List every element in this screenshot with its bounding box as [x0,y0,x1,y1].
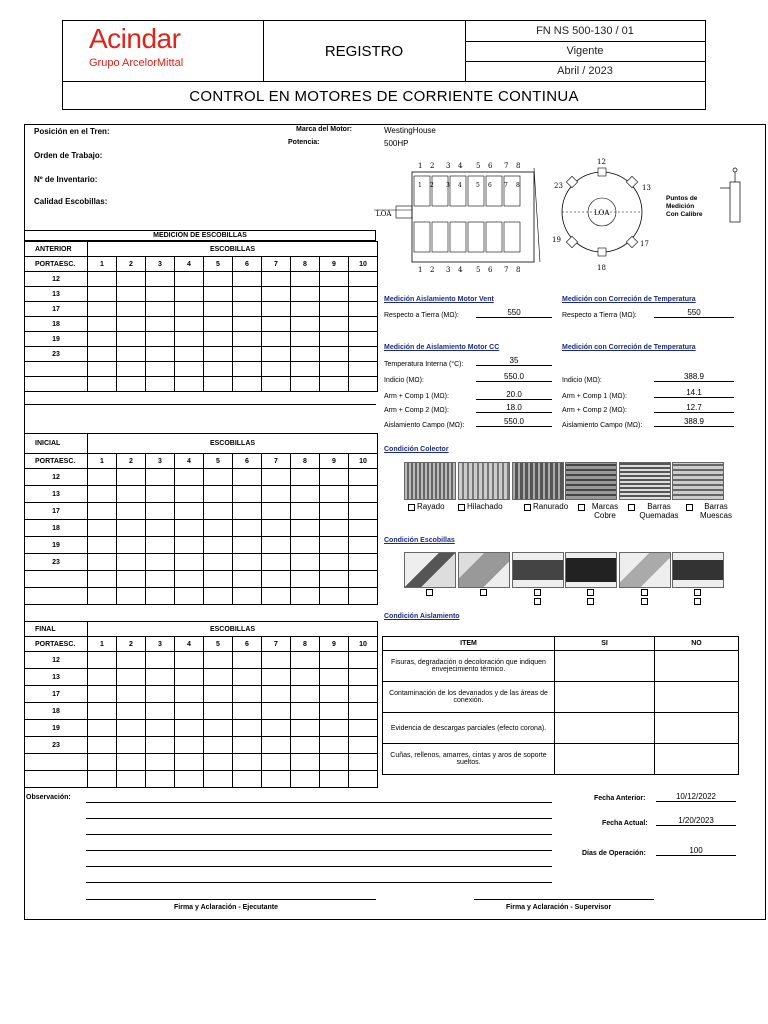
loa-label-left: LOA [376,210,392,218]
dias-label: Días de Operación: [582,850,646,857]
potencia-value[interactable]: 500HP [384,139,409,148]
col-header: 4 [175,454,204,469]
circle-label: 18 [597,264,606,272]
diagram-number: 5 [476,182,480,189]
circle-label: 19 [552,236,561,244]
comp1-value[interactable]: 20.0 [476,390,552,400]
observacion-line[interactable] [86,882,552,883]
indicio-label: Indicio (MΩ): [384,377,424,384]
checkbox-escobilla-5b[interactable] [641,598,648,605]
inventario-label: Nº de Inventario: [34,175,98,184]
logo-sub-text: Grupo ArcelorMittal [89,57,184,69]
document-header [62,20,706,110]
doc-status: Vigente [465,41,705,62]
item-text: Cuñas, rellenos, amarres, cintas y aros de soporte sueltos. [383,744,555,775]
corr2-comp2-label: Arm + Comp 2 (MΩ): [562,407,627,414]
col-header: 3 [146,637,175,652]
observacion-line[interactable] [86,850,552,851]
corr2-indicio-value[interactable]: 388.9 [654,372,734,382]
col-no: NO [655,637,739,651]
table-row [25,588,378,605]
table-row [25,771,378,788]
diagram-number: 7 [504,162,509,170]
col-header: 7 [262,257,291,272]
observacion-line[interactable] [86,866,552,867]
si-cell[interactable] [555,682,655,713]
si-cell[interactable] [555,713,655,744]
aislamiento-cc-title: Medición de Aislamiento Motor CC [384,344,500,351]
escobillas-header: ESCOBILLAS [88,622,378,637]
col-header: 8 [291,257,320,272]
table-row [25,377,378,392]
fecha-actual-label: Fecha Actual: [602,820,648,827]
indicio-value[interactable]: 550.0 [476,372,552,382]
col-header: 5 [204,454,233,469]
section-label: ANTERIOR [25,242,88,257]
observacion-line[interactable] [86,834,552,835]
no-cell[interactable] [655,682,739,713]
checkbox-escobilla-4[interactable] [587,589,594,596]
row-label: 23 [25,554,88,571]
table-row [25,469,378,486]
checkbox-escobilla-6[interactable] [694,589,701,596]
colector-photo-hilachado [458,462,510,500]
circle-label: 17 [640,240,649,248]
col-header: 10 [349,637,378,652]
campo-value[interactable]: 550.0 [476,417,552,427]
escobillas-header: ESCOBILLAS [88,242,378,257]
portaesc-label: PORTAESC. [25,454,88,469]
corr2-comp1-label: Arm + Comp 1 (MΩ): [562,393,627,400]
item-text: Fisuras, degradación o decoloración que indiquen envejecimiento térmico. [383,651,555,682]
row-label: 13 [25,486,88,503]
option-label: Hilachado [467,502,503,511]
no-cell[interactable] [655,713,739,744]
posicion-label: Posición en el Tren: [34,127,110,136]
logo [63,21,264,81]
row-label: 18 [25,703,88,720]
marca-label: Marca del Motor: [296,126,353,133]
doc-code: FN NS 500-130 / 01 [465,21,705,42]
diagram-number: 7 [504,266,509,274]
col-header: 6 [233,454,262,469]
diagram-number: 2 [430,266,435,274]
col-header: 1 [88,257,117,272]
final-table [24,621,378,788]
doc-date: Abril / 2023 [557,65,613,77]
diagram-number: 7 [504,182,508,189]
circle-label: 23 [554,182,563,190]
escobilla-photo-5 [619,552,671,588]
diagram-number: 4 [458,182,462,189]
diagram-number: 3 [446,162,451,170]
diagram-number: 6 [488,266,493,274]
row-label: 19 [25,537,88,554]
col-header: 2 [117,454,146,469]
option-label: Marcas Cobre [591,502,619,520]
item-text: Contaminación de los devanados y de las áreas de conexión. [383,682,555,713]
table-row [25,332,378,347]
table-row [25,737,378,754]
diagram-number: 1 [418,162,423,170]
fecha-anterior-value[interactable]: 10/12/2022 [656,792,736,802]
table-row [25,652,378,669]
campo-label: Aislamiento Campo (MΩ): [384,422,465,429]
col-header: 4 [175,257,204,272]
table-row [25,302,378,317]
vent-tierra-value[interactable]: 550 [476,308,552,318]
potencia-label: Potencia: [288,139,320,146]
checkbox-barras-muescas[interactable] [686,504,693,511]
table-row [25,554,378,571]
escobilla-photo-2 [458,552,510,588]
corr2-campo-value[interactable]: 388.9 [654,417,734,427]
diagram-number: 1 [418,266,423,274]
correccion-2-title: Medición con Correción de Temperatura [562,344,696,351]
col-header: 1 [88,637,117,652]
table-row [25,669,378,686]
aislamiento-table [382,636,739,775]
comp2-value[interactable]: 18.0 [476,403,552,413]
row-label: 17 [25,686,88,703]
table-row [25,703,378,720]
col-header: 10 [349,454,378,469]
si-cell[interactable] [555,744,655,775]
corr1-tierra-label: Respecto a Tierra (MΩ): [562,312,637,319]
corr2-comp1-value[interactable]: 14.1 [654,388,734,398]
table-row [25,686,378,703]
col-header: 10 [349,257,378,272]
comp1-label: Arm + Comp 1 (MΩ): [384,393,449,400]
checkbox-escobilla-6b[interactable] [694,598,701,605]
col-header: 4 [175,637,204,652]
col-header: 6 [233,257,262,272]
col-header: 3 [146,454,175,469]
table-row [25,287,378,302]
table-row [25,520,378,537]
corr2-comp2-value[interactable]: 12.7 [654,403,734,413]
calidad-label: Calidad Escobillas: [34,197,108,206]
firma-ejecutante-line[interactable] [86,899,376,900]
colector-photo-ranurado [512,462,564,500]
aislamiento-cond-title: Condición Aislamiento [384,613,460,620]
table-row [383,713,739,744]
row-label: 23 [25,347,88,362]
circle-label: 12 [597,158,606,166]
escobilla-photo-3 [512,552,564,588]
escobilla-photo-6 [672,552,724,588]
observacion-line[interactable] [86,818,552,819]
colector-photo-rayado [404,462,456,500]
row-label: 23 [25,737,88,754]
table-row [25,571,378,588]
correccion-1-title: Medición con Correción de Temperatura [562,296,696,303]
row-label: 17 [25,302,88,317]
col-header: 3 [146,257,175,272]
table-row [25,317,378,332]
escobillas-cond-title: Condición Escobillas [384,537,455,544]
puntos-label: Con Calibre [666,211,703,218]
corr2-indicio-label: Indicio (MΩ): [562,377,602,384]
firma-ejecutante-label: Firma y Aclaración - Ejecutante [174,904,278,911]
table-row [25,347,378,362]
vent-tierra-label: Respecto a Tierra (MΩ): [384,312,459,319]
col-header: 7 [262,637,291,652]
diagram-number: 8 [516,162,521,170]
table-row [25,537,378,554]
checkbox-marcas-cobre[interactable] [578,504,585,511]
checkbox-barras-quemadas[interactable] [628,504,635,511]
motor-diagram [374,158,754,276]
table-row [383,651,739,682]
loa-label-circle: LOA [594,209,610,217]
checkbox-rayado[interactable] [408,504,415,511]
row-label: 17 [25,503,88,520]
corr1-tierra-value[interactable]: 550 [654,308,734,318]
row-label: 18 [25,520,88,537]
table-row [25,486,378,503]
no-cell[interactable] [655,744,739,775]
row-label: 12 [25,469,88,486]
section-label: INICIAL [25,434,88,454]
col-header: 6 [233,637,262,652]
row-label: 13 [25,287,88,302]
section-label: FINAL [25,622,88,637]
row-label: 19 [25,332,88,347]
checkbox-escobilla-2[interactable] [480,589,487,596]
corr2-campo-label: Aislamiento Campo (MΩ): [562,422,643,429]
diagram-number: 5 [476,266,481,274]
col-item: ITEM [383,637,555,651]
registro-label: REGISTRO [263,21,466,81]
medicion-title: MEDICIÓN DE ESCOBILLAS [24,230,376,241]
option-label: Barras Quemadas [639,502,679,520]
puntos-label: Puntos de [666,195,698,202]
logo-main-text: Acindar [89,23,181,54]
colector-photo-barras-muescas [672,462,724,500]
row-label: 18 [25,317,88,332]
diagram-number: 3 [446,182,450,189]
circle-label: 13 [642,184,651,192]
si-cell[interactable] [555,651,655,682]
checkbox-escobilla-4b[interactable] [587,598,594,605]
col-header: 2 [117,257,146,272]
no-cell[interactable] [655,651,739,682]
diagram-number: 6 [488,162,493,170]
option-label: Barras Muescas [699,502,732,520]
table-row [25,272,378,287]
diagram-number: 6 [488,182,492,189]
observacion-label: Observación: [26,794,71,801]
table-row [25,754,378,771]
escobilla-photo-1 [404,552,456,588]
fecha-actual-value[interactable]: 1/20/2023 [656,816,736,826]
col-header: 1 [88,454,117,469]
checkbox-escobilla-1[interactable] [426,589,433,596]
item-text: Evidencia de descargas parciales (efecto corona). [383,713,555,744]
col-header: 9 [320,454,349,469]
table-row [25,720,378,737]
row-label: 13 [25,669,88,686]
checkbox-hilachado[interactable] [458,504,465,511]
col-header: 5 [204,637,233,652]
table-row [383,744,739,775]
option-label: Ranurado [533,502,569,511]
orden-label: Orden de Trabajo: [34,151,103,160]
diagram-number: 8 [516,266,521,274]
temp-label: Temperatura Interna (°C): [384,361,464,368]
colector-title: Condición Colector [384,446,449,453]
firma-supervisor-label: Firma y Aclaración - Supervisor [506,904,612,911]
col-header: 7 [262,454,291,469]
colector-photo-marcas [565,462,617,500]
checkbox-escobilla-3[interactable] [534,589,541,596]
escobillas-header: ESCOBILLAS [88,434,378,454]
colector-photo-barras-quemadas [619,462,671,500]
diagram-number: 5 [476,162,481,170]
row-label: 19 [25,720,88,737]
portaesc-label: PORTAESC. [25,257,88,272]
inicial-table [24,433,378,605]
diagram-number: 4 [458,266,463,274]
anterior-table [24,241,378,392]
aislamiento-vent-title: Medición Aislamiento Motor Vent [384,296,494,303]
comp2-label: Arm + Comp 2 (MΩ): [384,407,449,414]
table-row [25,362,378,377]
diagram-number: 3 [446,266,451,274]
col-header: 9 [320,257,349,272]
dias-value[interactable]: 100 [656,846,736,856]
portaesc-label: PORTAESC. [25,637,88,652]
checkbox-escobilla-5[interactable] [641,589,648,596]
checkbox-escobilla-3b[interactable] [534,598,541,605]
option-label: Rayado [417,502,445,511]
col-header: 8 [291,454,320,469]
col-si: SI [555,637,655,651]
diagram-number: 1 [418,182,422,189]
escobilla-photo-4 [565,552,617,588]
marca-value[interactable]: WestingHouse [384,126,436,135]
col-header: 2 [117,637,146,652]
col-header: 8 [291,637,320,652]
col-header: 9 [320,637,349,652]
row-label: 12 [25,272,88,287]
row-label: 12 [25,652,88,669]
diagram-number: 2 [430,182,434,189]
firma-supervisor-line[interactable] [474,899,654,900]
diagram-number: 8 [516,182,520,189]
temp-value[interactable]: 35 [476,356,552,366]
page-title: CONTROL EN MOTORES DE CORRIENTE CONTINUA [63,81,705,110]
diagram-number: 2 [430,162,435,170]
checkbox-ranurado[interactable] [524,504,531,511]
col-header: 5 [204,257,233,272]
table-row [25,503,378,520]
observacion-line[interactable] [86,802,552,803]
puntos-label: Medición [666,203,695,210]
fecha-anterior-label: Fecha Anterior: [594,795,646,802]
diagram-number: 4 [458,162,463,170]
table-row [383,682,739,713]
